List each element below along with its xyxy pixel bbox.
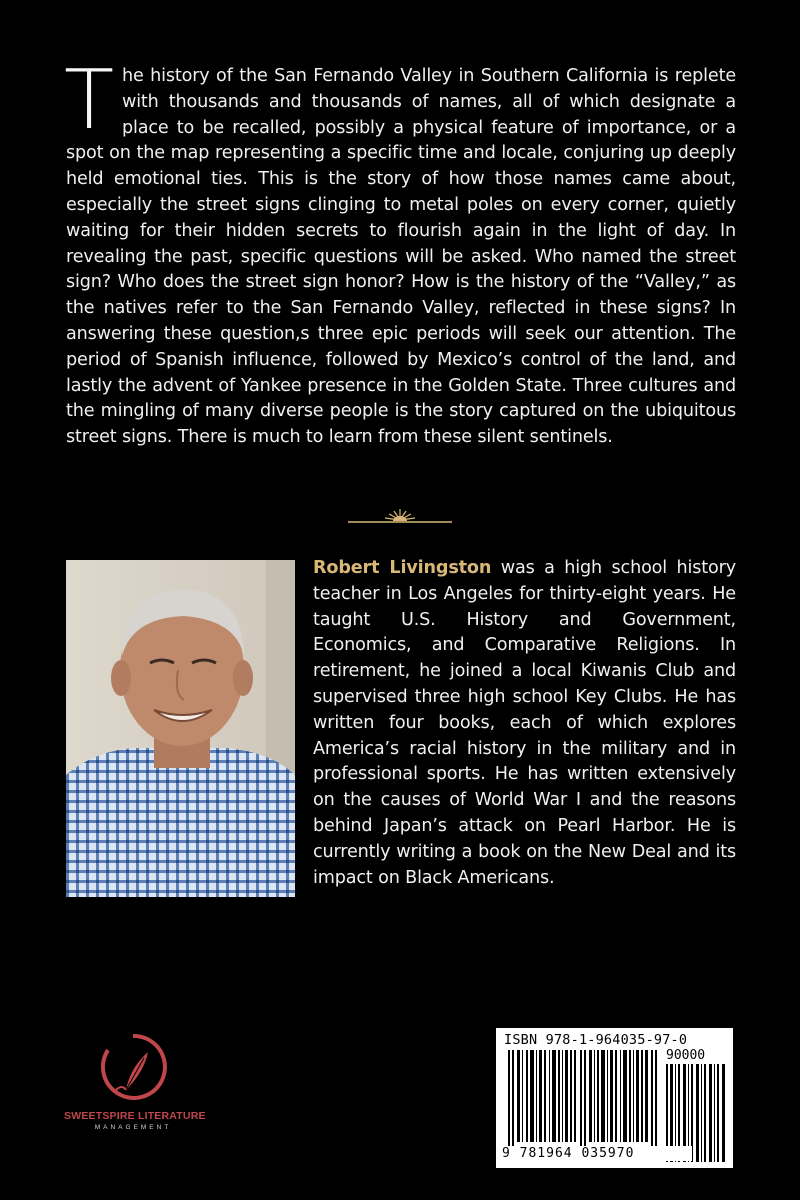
publisher-name: SWEETSPIRE LITERATURE xyxy=(64,1110,206,1122)
blurb-text: he history of the San Fernando Valley in Southern California is replete with thousands and thousands of names, all of which designate a place to be recalled, possibly a physical feature of importance, or a spot on the map representing a specific time and locale, conjuring up deeply held emotional ties. This is the story of how those names came about, especially the street signs clinging to metal poles on every corner, quietly waiting for their hidden secrets to flourish again in the light of day. In revealing the past, specific questions will be asked. Who named the street sign? Who does the street sign honor? How is the history of the “Valley,” as the natives refer to the San Fernando Valley, reflected in these signs? In answering these question,s three epic periods will seek our attention. The period of Spanish influence, followed by Mexico’s control of the land, and lastly the advent of Yankee presence in the Golden State. Three cultures and the mingling of many diverse people is the story captured on the ubiquitous street signs. There is much to learn from these silent sentinels. xyxy=(66,66,736,448)
author-portrait-photo xyxy=(66,560,295,897)
ean-digits: 9 781964 035970 xyxy=(502,1146,692,1161)
publisher-subtitle: MANAGEMENT xyxy=(94,1124,172,1131)
author-bio xyxy=(313,556,736,891)
back-cover-blurb xyxy=(64,53,736,451)
drop-cap: T xyxy=(64,53,114,148)
price-code: 90000 xyxy=(666,1048,706,1063)
isbn-barcode xyxy=(496,1028,733,1168)
publisher-logo xyxy=(64,1030,206,1160)
bio-text: was a high school history teacher in Los Angeles for thirty-eight years. He taught U.S. History and Government, Economics, and Comparative Religions. In retirement, he joined a local Kiwanis Club and supervised three high school Key Clubs. He has written four books, each of which explores America’s racial history in the military and in professional sports. He has written extensively on the causes of World War I and the reasons behind Japan’s attack on Pearl Harbor. He is currently writing a book on the New Deal and its impact on Black Americans. xyxy=(313,558,736,888)
ean-barcode-bars xyxy=(508,1050,663,1150)
feather-circle-logo-icon xyxy=(96,1030,170,1108)
sunburst-divider-icon xyxy=(348,503,452,525)
isbn-label: ISBN 978-1-964035-97-0 xyxy=(504,1032,688,1048)
author-name: Robert Livingston xyxy=(313,558,492,578)
